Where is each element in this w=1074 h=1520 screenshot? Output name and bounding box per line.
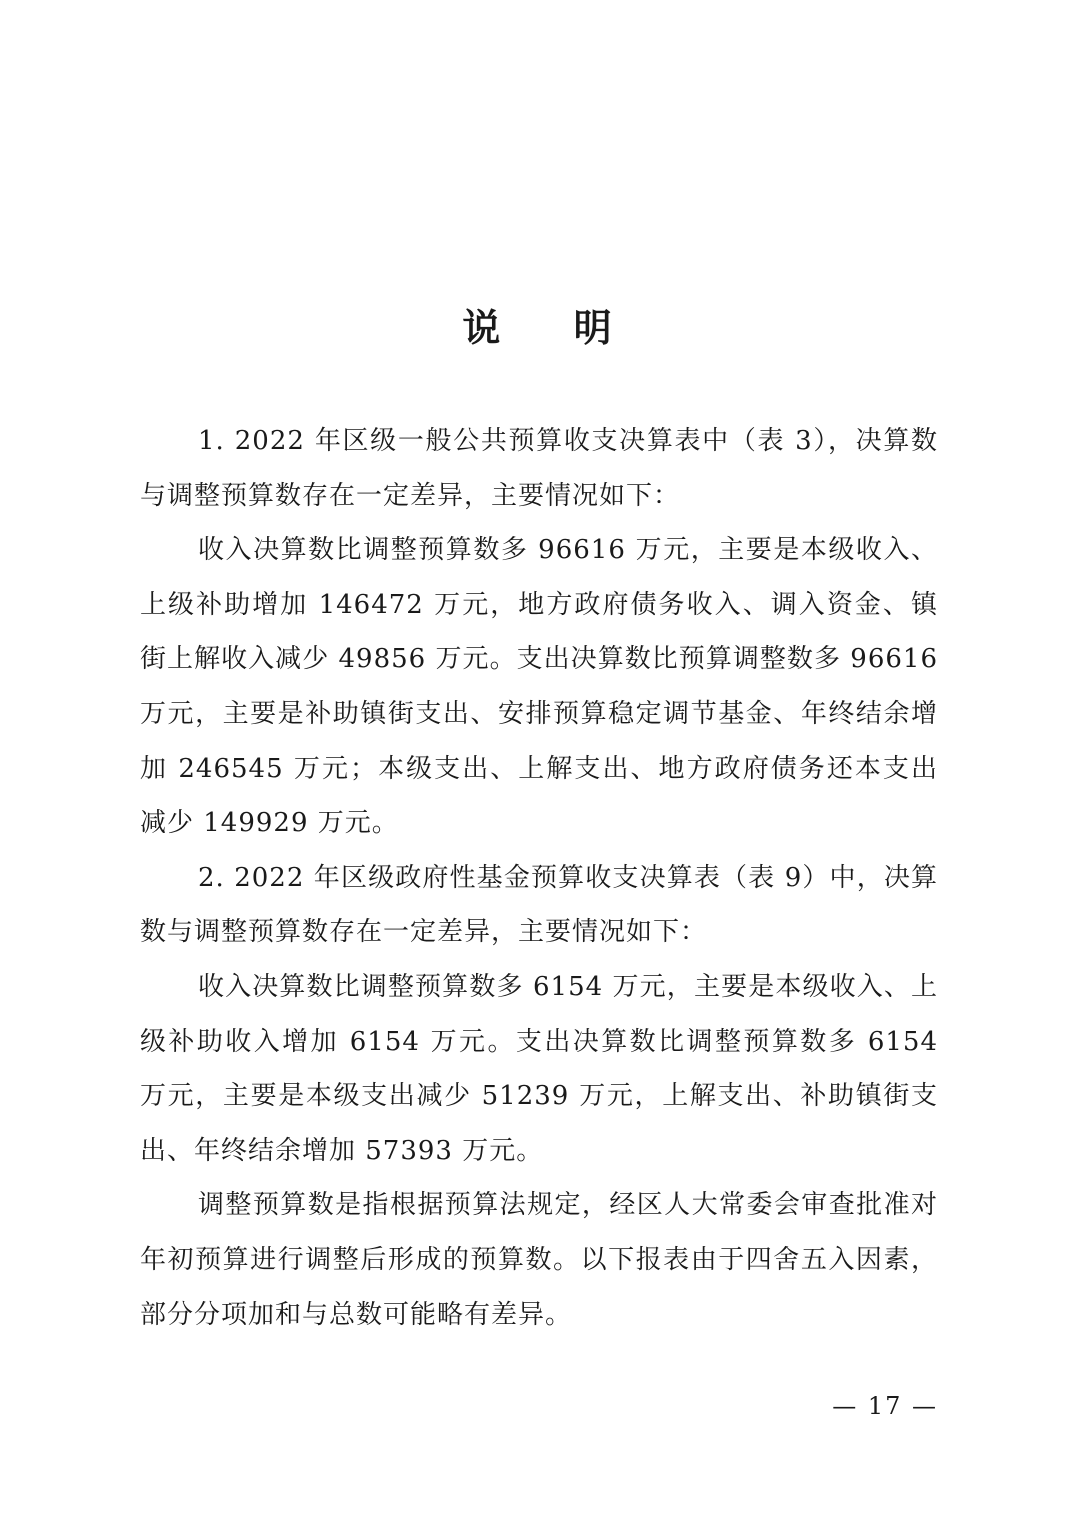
paragraph-3: 2. 2022 年区级政府性基金预算收支决算表（表 9）中，决算数与调整预算数存在一定差异，主要情况如下： [140, 862, 938, 948]
page-title: 说 明 [462, 305, 642, 350]
paragraph-2: 收入决算数比调整预算数多 96616 万元，主要是本级收入、上级补助增加 146472 万元，地方政府债务收入、调入资金、镇街上解收入减少 49856 万元。支出决算数比预算调整数多 96616 万元，主要是补助镇街支出、安排预算稳定调节基金、年终结余增加 246545 万元；本级支出、上解支出、地方政府债务还本支出减少 149929 万元。 [140, 535, 938, 839]
paragraph-4: 收入决算数比调整预算数多 6154 万元，主要是本级收入、上级补助收入增加 6154 万元。支出决算数比调整预算数多 6154 万元，主要是本级支出减少 51239 万元，上解支出、补助镇街支出、年终结余增加 57393 万元。 [140, 971, 938, 1166]
page-number: — 17 — [832, 1392, 938, 1420]
body-text [140, 414, 938, 1342]
paragraph-1: 1. 2022 年区级一般公共预算收支决算表中（表 3），决算数与调整预算数存在一定差异，主要情况如下： [140, 426, 938, 511]
paragraph-5: 调整预算数是指根据预算法规定，经区人大常委会审查批准对年初预算进行调整后形成的预算数。以下报表由于四舍五入因素，部分分项加和与总数可能略有差异。 [140, 1190, 938, 1330]
